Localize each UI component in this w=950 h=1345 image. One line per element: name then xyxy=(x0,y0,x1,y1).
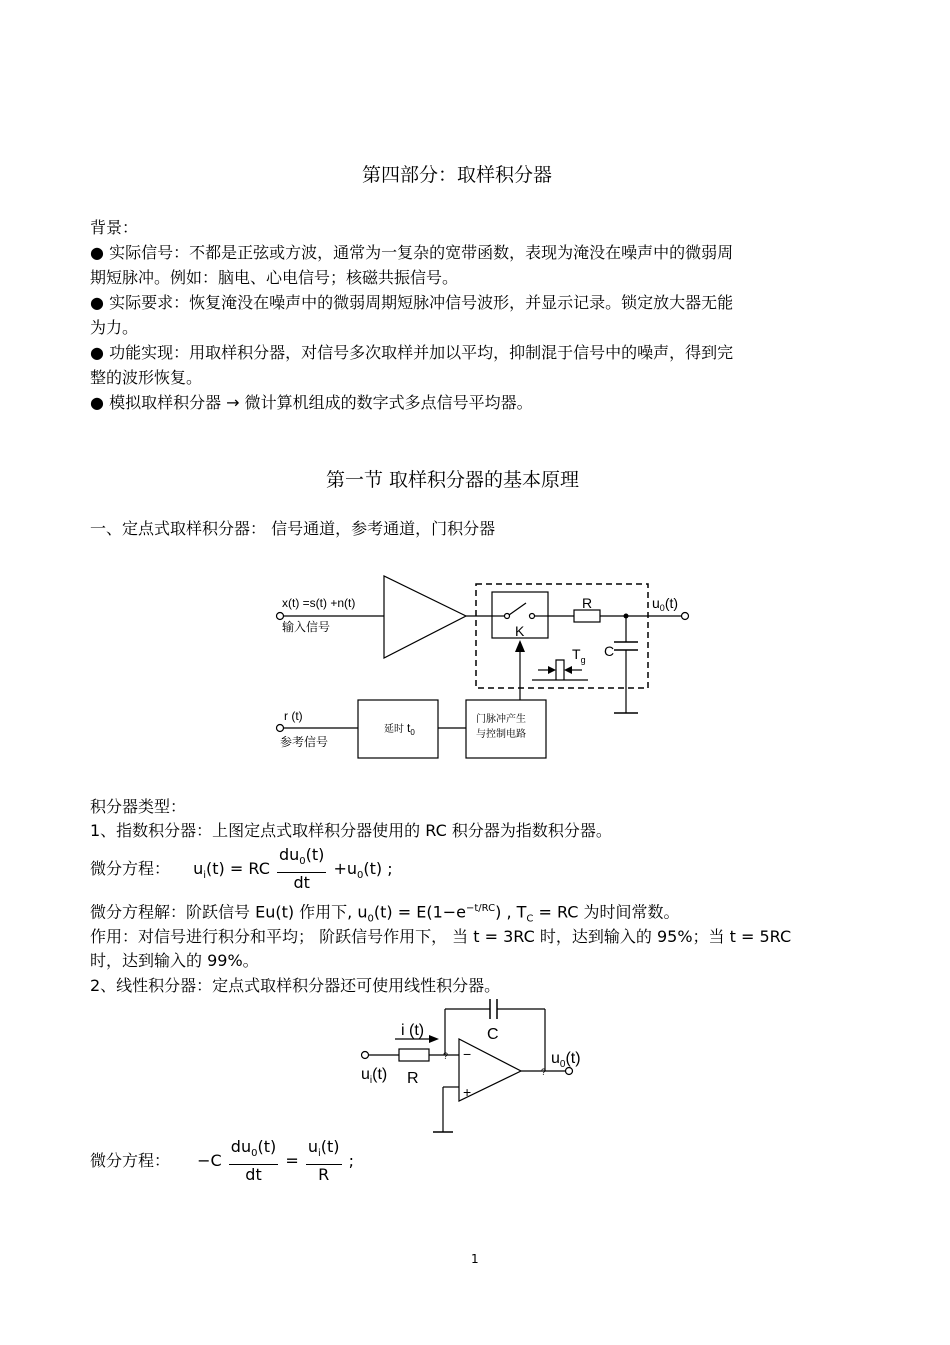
bullet-2-line-1 xyxy=(90,290,733,316)
current-label: i (t) xyxy=(401,1022,425,1039)
current-arrow xyxy=(429,1035,439,1043)
reference-expression: r (t) xyxy=(284,709,303,723)
integrator-item-1: 1、指数积分器：上图定点式取样积分器使用的 RC 积分器为指数积分器。 xyxy=(90,821,612,840)
bullet-3-line-1 xyxy=(90,340,733,366)
output-label: $u_0(t)$ xyxy=(551,1050,581,1070)
input-expression: x(t) =s(t) +n(t) xyxy=(282,596,356,610)
gate-generator-line1: 门脉冲产生 xyxy=(476,714,526,725)
equation-2: 微分方程： −C $\frac{du_0(t)}{dt}$ = $\frac{u_i(t)}{R}$ ; xyxy=(90,1137,354,1184)
bullet-1-text: 实际信号：不都是正弦或方波，通常为一复杂的宽带函数，表现为淹没在噪声中的微弱周 xyxy=(109,243,734,262)
part-title: 第四部分：取样积分器 xyxy=(362,164,553,186)
resistor-label: R xyxy=(407,1070,419,1087)
bullet-icon: ● xyxy=(90,243,104,262)
equation-2-fraction-right: $\frac{u_i(t)}{R}$ xyxy=(307,1137,340,1184)
integrator-types-heading: 积分器类型： xyxy=(90,797,187,816)
subsection-1: 一、定点式取样积分器： 信号通道，参考通道，门积分器 xyxy=(90,519,496,538)
gate-width-arrow xyxy=(548,666,556,674)
equation-2-label: 微分方程： xyxy=(90,1151,171,1170)
background-heading: 背景： xyxy=(90,218,139,237)
bullet-2-text: 实际要求：恢复淹没在噪声中的微弱周期短脉冲信号波形，并显示记录。锁定放大器无能 xyxy=(109,293,734,312)
input-terminal xyxy=(362,1052,369,1059)
equation-1-lhs: $u_i(t)$ = RC xyxy=(193,859,270,882)
gate-width-arrow xyxy=(564,666,572,674)
reference-label: 参考信号 xyxy=(280,735,329,749)
output-label: $u_0(t)$ xyxy=(652,595,679,613)
reference-terminal xyxy=(277,725,284,732)
bullet-3-line-2: 整的波形恢复。 xyxy=(90,368,203,387)
capacitor-label: C xyxy=(487,1026,499,1043)
equation-1-rhs: $+u_0(t)$ ; xyxy=(333,859,393,882)
equation-1-fraction: $\frac{du_0(t)}{dt}$ xyxy=(278,845,325,892)
bullet-icon: ● xyxy=(90,293,104,312)
gate-pulse xyxy=(556,660,564,680)
amplifier-triangle xyxy=(384,576,466,658)
capacitor-label: C xyxy=(604,643,615,659)
control-arrow xyxy=(515,640,525,652)
inverting-input-sign: − xyxy=(463,1046,472,1062)
output-terminal xyxy=(566,1068,573,1075)
switch-label: K xyxy=(515,623,525,639)
resistor xyxy=(399,1049,429,1061)
junction-mark: ? xyxy=(541,1067,547,1077)
junction-mark: ? xyxy=(443,1051,449,1061)
equation-2-lhs: −C xyxy=(197,1151,222,1170)
bullet-4-line-1 xyxy=(90,390,533,416)
resistor xyxy=(574,610,600,622)
bullet-1-line-2: 期短脉冲。例如：脑电、心电信号；核磁共振信号。 xyxy=(90,268,459,287)
noninverting-input-sign: + xyxy=(463,1084,472,1100)
effect-line-2: 时，达到输入的 99%。 xyxy=(90,951,259,970)
resistor-label: R xyxy=(582,595,593,611)
page-number: 1 xyxy=(471,1252,479,1266)
bullet-1-line-1 xyxy=(90,240,733,266)
boxcar-integrator-diagram xyxy=(270,570,700,770)
effect-line-1: 作用：对信号进行积分和平均； 阶跃信号作用下， 当 t = 3RC 时，达到输入的 95%；当 t = 5RC xyxy=(90,927,792,946)
bullet-icon: ● xyxy=(90,343,104,362)
gate-generator-line2: 与控制电路 xyxy=(476,729,526,740)
bullet-icon: ● xyxy=(90,393,104,412)
equation-1-label: 微分方程： xyxy=(90,859,171,878)
section-title: 第一节 取样积分器的基本原理 xyxy=(326,469,580,491)
input-label: $u_i(t)$ xyxy=(361,1066,388,1086)
bullet-2-line-2: 为力。 xyxy=(90,318,139,337)
bullet-4-text: 模拟取样积分器 → 微计算机组成的数字式多点信号平均器。 xyxy=(109,393,533,412)
output-terminal xyxy=(682,613,689,620)
equation-solution: 微分方程解：阶跃信号 Eu(t) 作用下, $u_0(t) = E(1-e^{-t/RC})$ , $T_C$ = RC 为时间常数。 xyxy=(90,902,680,925)
input-terminal xyxy=(277,613,284,620)
equation-1 xyxy=(90,846,393,899)
input-label: 输入信号 xyxy=(282,620,331,634)
equation-2-fraction-left: $\frac{du_0(t)}{dt}$ xyxy=(230,1137,277,1184)
delay-label: 延时 $t_0$ xyxy=(384,721,415,737)
bullet-3-text: 功能实现：用取样积分器，对信号多次取样并加以平均，抑制混于信号中的噪声，得到完 xyxy=(109,343,734,362)
integrator-item-2: 2、线性积分器：定点式取样积分器还可使用线性积分器。 xyxy=(90,976,501,995)
linear-integrator-diagram xyxy=(355,995,600,1140)
gate-width-label: $T_g$ xyxy=(572,646,586,665)
